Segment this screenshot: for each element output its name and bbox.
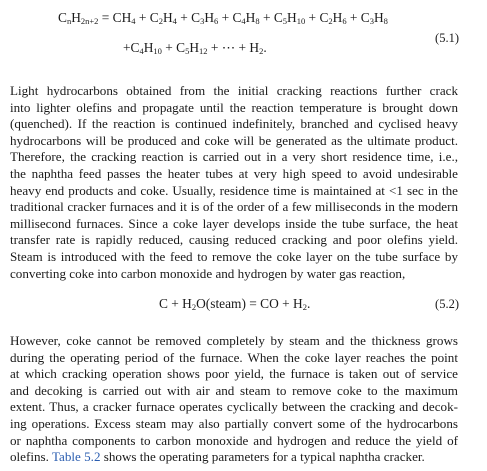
text-line: Therefore, the cracking reaction is carried out in a very short residence time, i.e., xyxy=(10,149,458,165)
equation-5-1-continuation: $+C_4H_{10} + C_5H_{12}$ + ⋯ + $H_2$. xyxy=(123,40,267,56)
text-line-with-link xyxy=(10,449,458,466)
table-5-2-link[interactable]: Table 5.2 xyxy=(51,449,101,465)
text-line: into lighter olefins and propagate until the reaction temperature is brought down xyxy=(10,99,458,115)
text-line: transfer rate is rapidly reduced, causing reduced cracking and poor olefins yield. xyxy=(10,232,458,248)
text-line: at which cracking operation shows poor yield, the furnace is taken out of service xyxy=(10,366,458,382)
paragraph-cracking xyxy=(10,83,458,282)
text-line: (quenched). If the reaction is continued indefinitely, branched and cyclised heavy xyxy=(10,116,458,132)
text-line: However, coke cannot be removed completely by steam and the thickness grows xyxy=(10,333,458,348)
equation-number: (5.1) xyxy=(435,31,459,45)
text-line: millisecond furnaces. Since a coke layer develops inside the tube surface, the heat xyxy=(10,215,458,231)
text-line: extent. Thus, a cracker furnace operates cyclically between the cracking and decok- xyxy=(10,399,458,415)
text-line: during the operating period of the furnace. When the coke layer reaches the point xyxy=(10,349,458,365)
text-line: Steam is introduced with the feed to remove the coke layer on the tube surface by xyxy=(10,248,458,264)
text-line: or naphtha components to carbon monoxide and hydrogen and reduce the yield of xyxy=(10,432,458,448)
equation-number: (5.2) xyxy=(435,297,459,311)
paragraph-decoking xyxy=(10,333,458,466)
equation-5-2-expression: $C + H_2O(steam)$ = CO + $H_2$. xyxy=(159,296,311,312)
text-line: converting coke into carbon monoxide and hydrogen by water gas reaction, xyxy=(10,265,406,281)
text-line: Light hydrocarbons obtained from the initial cracking reactions further crack xyxy=(10,83,458,98)
text-line: heavy end products and coke. Usually, residence time is maintained at <1 sec in the xyxy=(10,182,458,198)
text-line: and decoking is carried out with air and steam to remove coke to the maximum xyxy=(10,382,458,398)
text-line: traditional cracker furnaces and it is of the order of a few milliseconds in the modern xyxy=(10,199,458,215)
text-line: ing operations. Excess steam may also partially convert some of the hydrocarbons xyxy=(10,415,458,431)
text-segment: shows the operating parameters for a typical naphtha cracker. xyxy=(100,449,425,465)
text-line: hydrocarbons will be produced and coke will be generated as the ultimate product. xyxy=(10,132,458,148)
text-line: the naphtha feed passes the heater tubes at very high speed to avoid undesirable xyxy=(10,165,458,181)
text-segment: olefins. xyxy=(10,449,52,465)
equation-5-1-expression: $C_nH_{2n+2} = CH_4 + C_2H_4 + C_3H_6 + C_4H_8 + C_5H_{10} + C_2H_6 + C_3H_8$ xyxy=(58,10,388,26)
